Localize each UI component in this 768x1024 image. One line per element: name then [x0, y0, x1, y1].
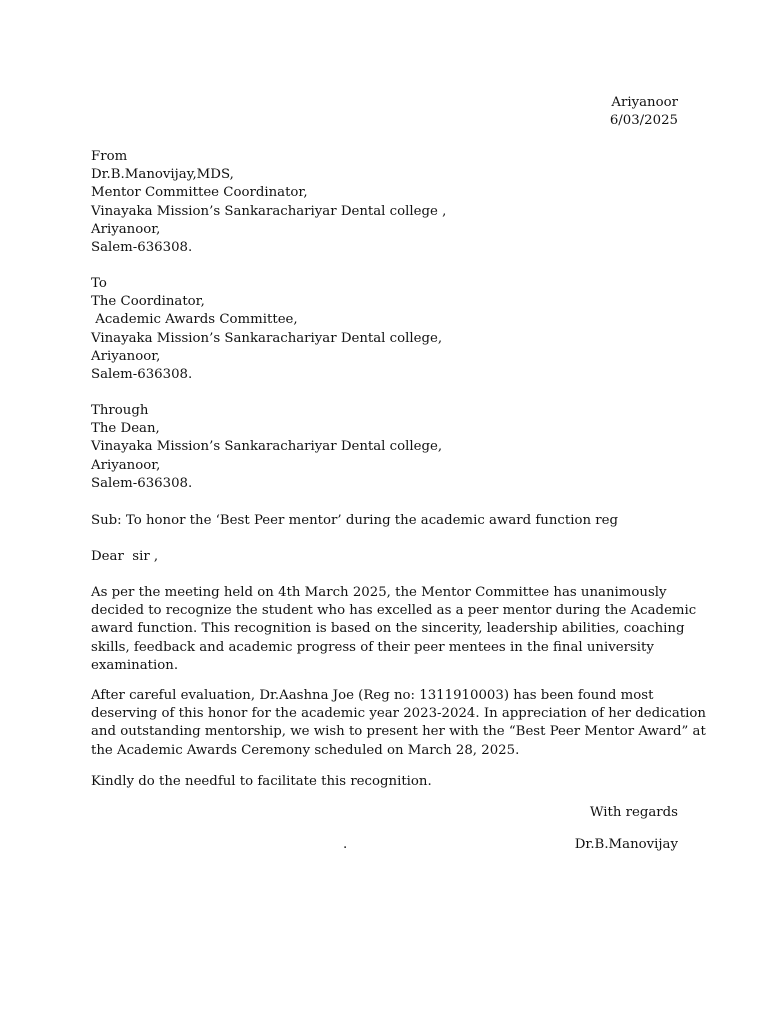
body-paragraph-1 [91, 584, 697, 675]
regards-text: With regards [589, 805, 678, 820]
to-line: The Coordinator, [91, 294, 205, 310]
from-address [91, 148, 679, 257]
salutation [91, 548, 679, 566]
from-line: Vinayaka Mission’s Sankarachariyar Dental college , [91, 203, 447, 219]
paragraph-line: As per the meeting held on 4th March 2025, the Mentor Committee has unanimously [91, 585, 667, 600]
closing-regards [91, 804, 678, 822]
paragraph-line: the Academic Awards Ceremony scheduled on March 28, 2025. [91, 742, 520, 758]
to-line: Academic Awards Committee, [91, 312, 298, 328]
through-label: Through [91, 403, 149, 418]
paragraph-line: examination. [91, 657, 179, 673]
paragraph-line: skills, feedback and academic progress of their peer mentees in the final university [91, 639, 654, 655]
paragraph-line: Kindly do the needful to facilitate this recognition. [91, 774, 432, 789]
stray-dot: . [343, 837, 348, 852]
to-line: Vinayaka Mission’s Sankarachariyar Dental college, [91, 330, 443, 346]
paragraph-line: After careful evaluation, Dr.Aashna Joe (Reg no: 1311910003) has been found most [91, 688, 654, 703]
closing-signatory [91, 836, 678, 854]
body-paragraph-2 [91, 687, 706, 760]
paragraph-line: deserving of this honor for the academic year 2023-2024. In appreciation of her dedication [91, 706, 706, 722]
salutation-text: Dear sir , [91, 549, 159, 564]
subject-line [91, 512, 679, 530]
from-line: Dr.B.Manovijay,MDS, [91, 167, 234, 183]
through-line: Vinayaka Mission’s Sankarachariyar Dental college, [91, 439, 443, 455]
to-address [91, 275, 679, 384]
to-line: Salem-636308. [91, 367, 193, 383]
through-address [91, 402, 679, 493]
through-line: Ariyanoor, [91, 457, 161, 473]
from-line: Ariyanoor, [91, 221, 161, 237]
paragraph-line: award function. This recognition is based on the sincerity, leadership abilities, coaching [91, 621, 685, 637]
from-line: Mentor Committee Coordinator, [91, 185, 308, 201]
from-label: From [91, 149, 128, 164]
subject-text: Sub: To honor the ‘Best Peer mentor’ during the academic award function reg [91, 513, 618, 528]
body-paragraph-3 [91, 773, 681, 791]
through-line: The Dean, [91, 421, 160, 437]
to-label: To [91, 276, 107, 291]
letter-header [91, 94, 678, 130]
header-date: 6/03/2025 [609, 113, 678, 129]
paragraph-line: and outstanding mentorship, we wish to present her with the “Best Peer Mentor Award” at [91, 724, 706, 740]
through-line: Salem-636308. [91, 475, 193, 491]
to-line: Ariyanoor, [91, 348, 161, 364]
header-place: Ariyanoor [611, 95, 678, 110]
signatory-name: Dr.B.Manovijay [574, 837, 678, 852]
from-line: Salem-636308. [91, 240, 193, 256]
paragraph-line: decided to recognize the student who has excelled as a peer mentor during the Academic [91, 603, 697, 619]
